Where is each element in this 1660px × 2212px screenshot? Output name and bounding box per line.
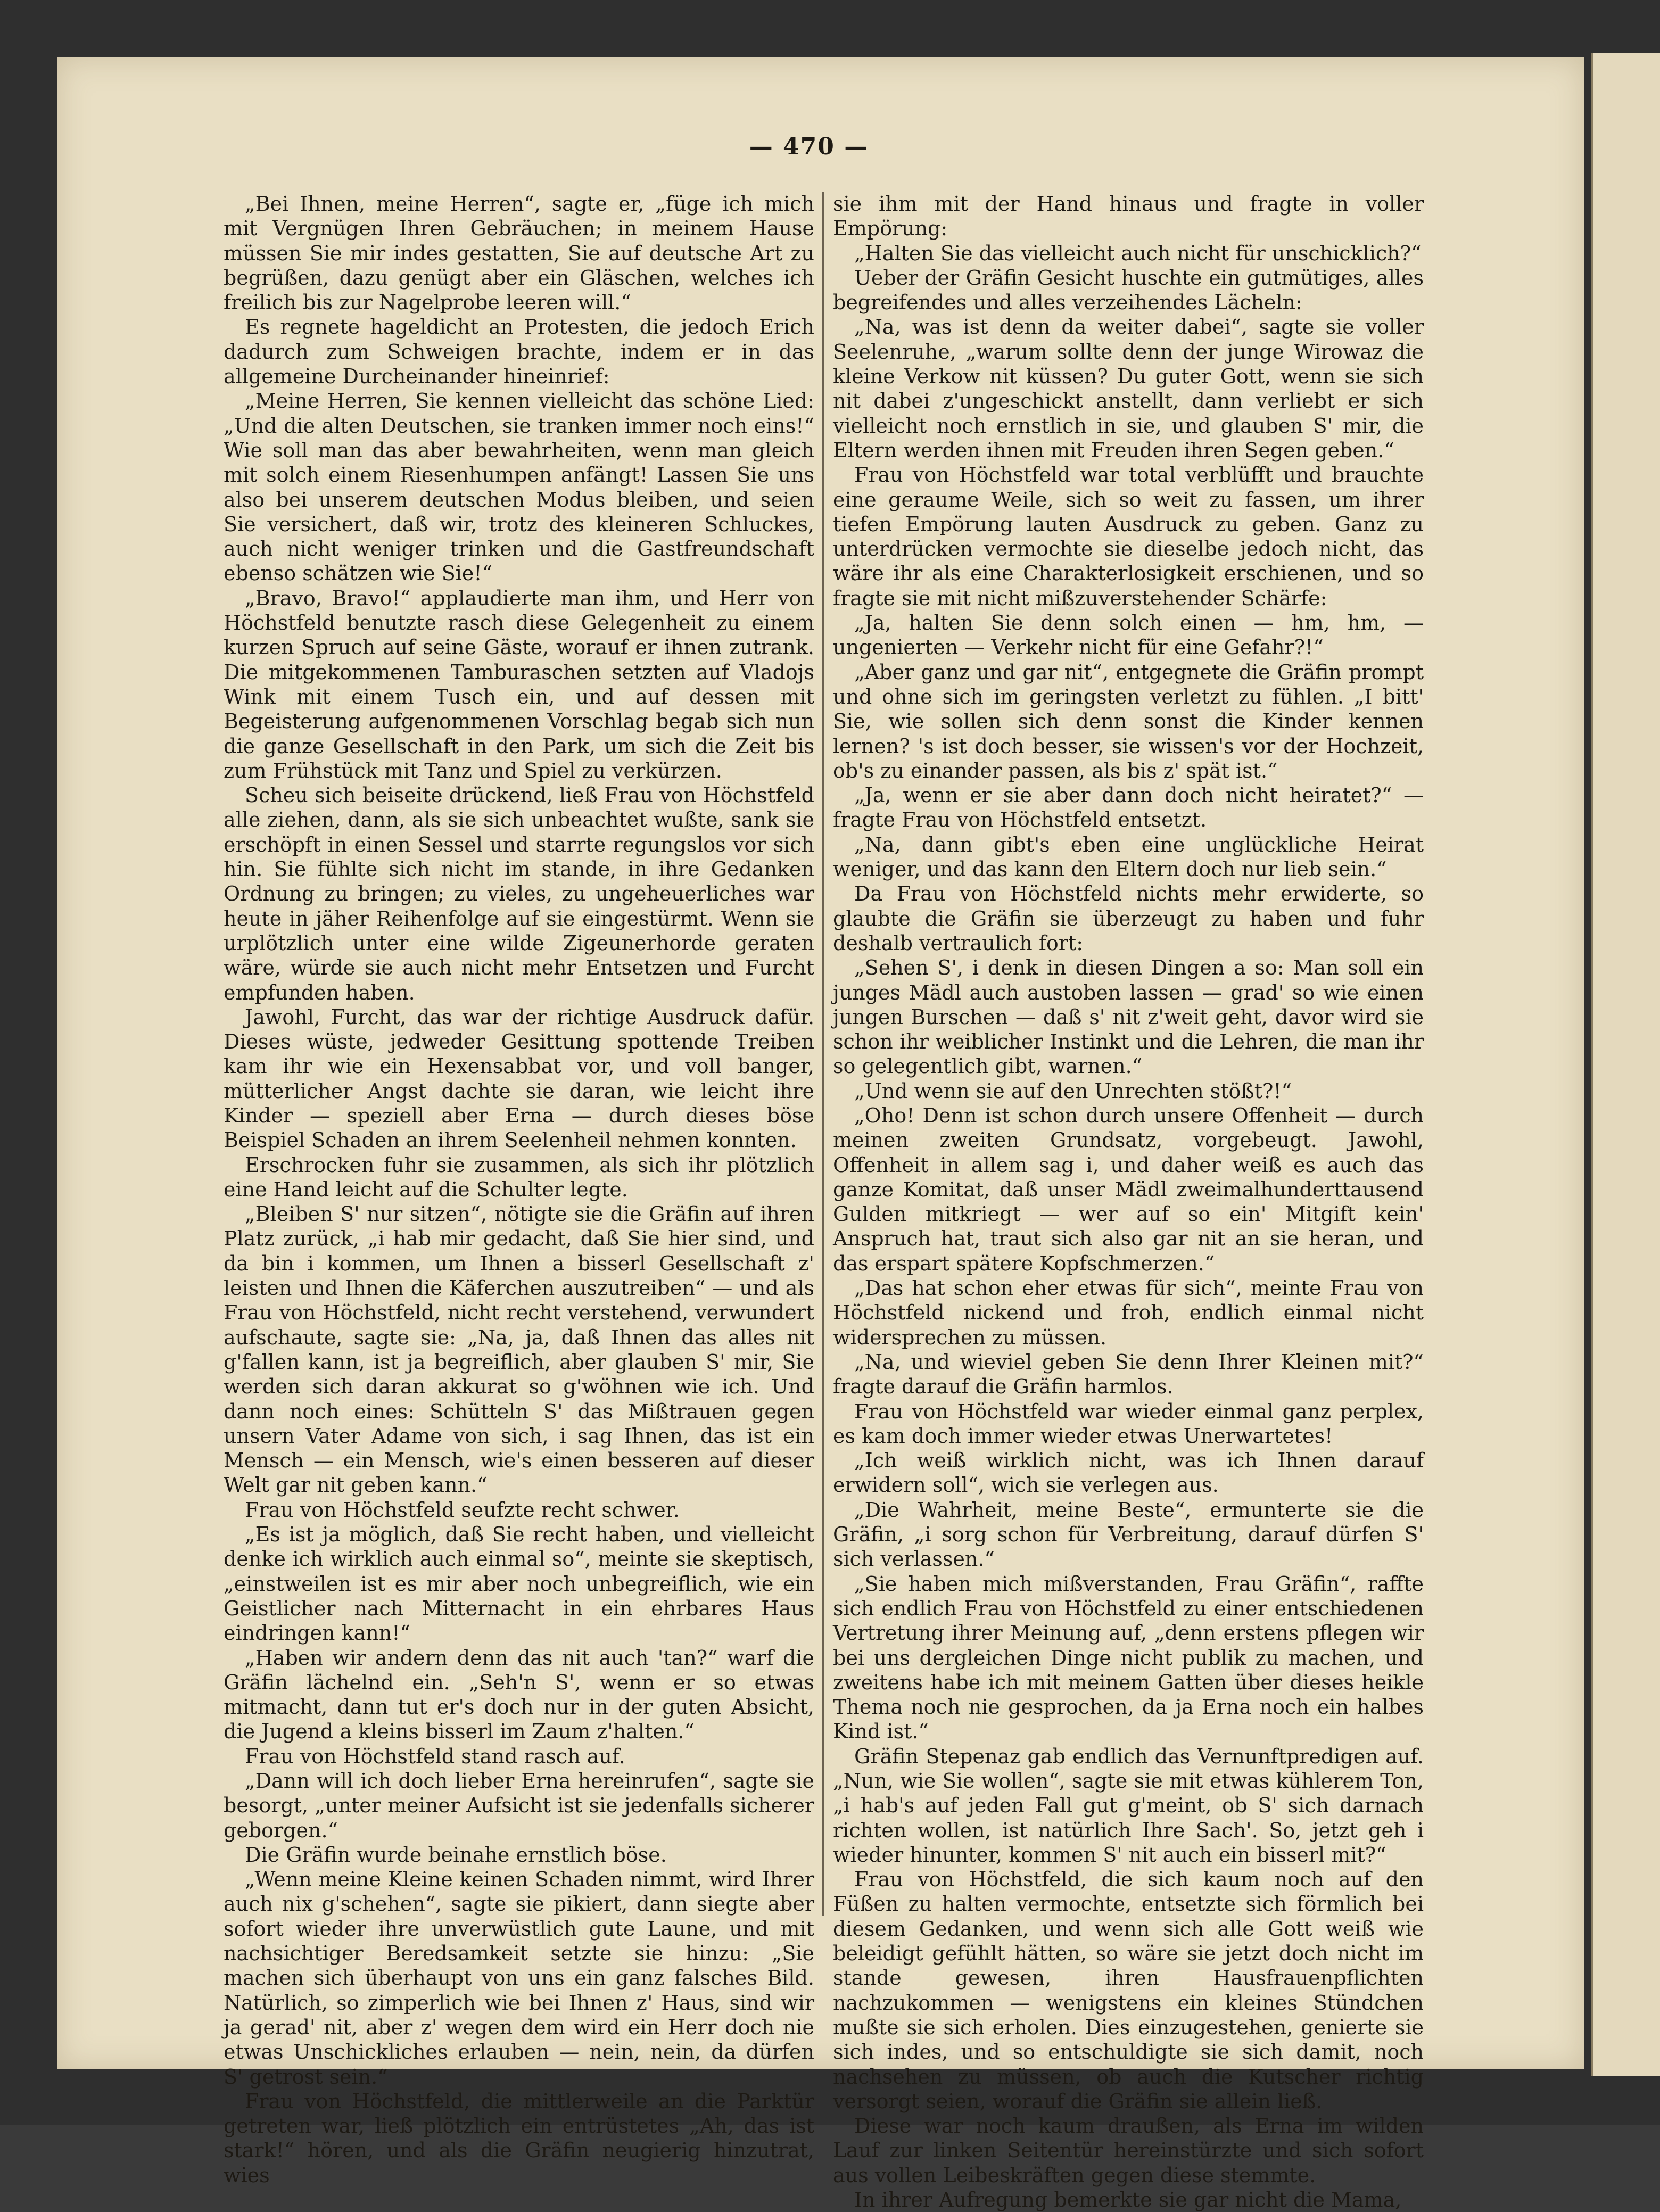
paragraph: „Sehen S', i denk in diesen Dingen a so: Man soll ein junges Mädl auch austoben lassen — grad' so wie einen jungen Burschen — daß s' nit z'weit geht, davor wird sie schon ihr weiblicher Instinkt und die Lehren, die man ihr so gelegentlich gibt, warnen.“ [833, 956, 1424, 1078]
column-divider [822, 192, 824, 1916]
paragraph: „Es ist ja möglich, daß Sie recht haben, und vielleicht denke ich wirklich auch einmal so“, meinte sie skeptisch, „einstweilen ist es mir aber noch unbegreiflich, wie ein Geistlicher nach Mitternacht in ein ehrbares Haus eindringen kann!“ [224, 1523, 814, 1645]
paragraph: Scheu sich beiseite drückend, ließ Frau von Höchstfeld alle ziehen, dann, als sie sich unbeachtet wußte, sank sie erschöpft in einen Sessel und starrte regungslos vor sich hin. Sie fühlte sich nicht im stande, in ihre Gedanken Ordnung zu bringen; zu vieles, zu ungeheuerliches war heute in jäher Reihenfolge auf sie eingestürmt. Wenn sie urplötzlich unter eine wilde Zigeunerhorde geraten wäre, würde sie auch nicht mehr Entsetzen und Furcht empfunden haben. [224, 783, 814, 1004]
paragraph: „Aber ganz und gar nit“, entgegnete die Gräfin prompt und ohne sich im geringsten verletzt zu fühlen. „I bitt' Sie, wie sollen sich denn sonst die Kinder kennen lernen? 's ist doch besser, sie wissen's vor der Hochzeit, ob's zu einander passen, als bis z' spät ist.“ [833, 660, 1424, 782]
paragraph: Jawohl, Furcht, das war der richtige Ausdruck dafür. Dieses wüste, jedweder Gesittung spottende Treiben kam ihr wie ein Hexensabbat vor, und voll banger, mütterlicher Angst dachte sie daran, wie leicht ihre Kinder — speziell aber Erna — durch dieses böse Beispiel Schaden an ihrem Seelenheil nehmen konnten. [224, 1005, 814, 1152]
paragraph: Es regnete hageldicht an Protesten, die jedoch Erich dadurch zum Schweigen brachte, indem er in das allgemeine Durcheinander hineinrief: [224, 315, 814, 389]
paragraph: „Bleiben S' nur sitzen“, nötigte sie die Gräfin auf ihren Platz zurück, „i hab mir gedacht, daß Sie hier sind, und da bin i kommen, um Ihnen a bisserl Gesellschaft z' leisten und Ihnen die Käferchen auszutreiben“ — und als Frau von Höchstfeld, nicht recht verstehend, verwundert aufschaute, sagte sie: „Na, ja, daß Ihnen das alles nit g'fallen kann, ist ja begreiflich, aber glauben S' mir, Sie werden sich daran akkurat so g'wöhnen wie ich. Und dann noch eines: Schütteln S' das Mißtrauen gegen unsern Vater Adame von sich, i sag Ihnen, das ist ein Mensch — ein Mensch, wie's einen besseren auf dieser Welt gar nit geben kann.“ [224, 1202, 814, 1497]
paragraph: „Na, und wieviel geben Sie denn Ihrer Kleinen mit?“ fragte darauf die Gräfin harmlos. [833, 1350, 1424, 1399]
paragraph: „Na, was ist denn da weiter dabei“, sagte sie voller Seelenruhe, „warum sollte denn der junge Wirowaz die kleine Verkow nit küssen? Du guter Gott, wenn sie sich nit dabei z'ungeschickt anstellt, dann verliebt er sich vielleicht noch ernstlich in sie, und glauben S' mir, die Eltern werden ihnen mit Freuden ihren Segen geben.“ [833, 315, 1424, 462]
paragraph: Frau von Höchstfeld, die sich kaum noch auf den Füßen zu halten vermochte, entsetzte sich förmlich bei diesem Gedanken, und wenn sich alle Gott weiß wie beleidigt gefühlt hätten, so wäre sie jetzt doch nicht im stande gewesen, ihren Hausfrauenpflichten nachzukommen — wenigstens ein kleines Stündchen mußte sie sich erholen. Dies einzugestehen, genierte sie sich indes, und so entschuldigte sie sich damit, noch nachsehen zu müssen, ob auch die Kutscher richtig versorgt seien, worauf die Gräfin sie allein ließ. [833, 1868, 1424, 2113]
paragraph: „Sie haben mich mißverstanden, Frau Gräfin“, raffte sich endlich Frau von Höchstfeld zu einer entschiedenen Vertretung ihrer Meinung auf, „denn erstens pflegen wir bei uns dergleichen Dinge nicht publik zu machen, und zweitens habe ich mit meinem Gatten über dieses heikle Thema noch nie gesprochen, da ja Erna noch ein halbes Kind ist.“ [833, 1572, 1424, 1744]
paragraph: „Ich weiß wirklich nicht, was ich Ihnen darauf erwidern soll“, wich sie verlegen aus. [833, 1449, 1424, 1497]
paragraph: „Ja, wenn er sie aber dann doch nicht heiratet?“ — fragte Frau von Höchstfeld entsetzt. [833, 783, 1424, 832]
paragraph: „Na, dann gibt's eben eine unglückliche Heirat weniger, und das kann den Eltern doch nur lieb sein.“ [833, 832, 1424, 881]
paragraph: „Bei Ihnen, meine Herren“, sagte er, „füge ich mich mit Vergnügen Ihren Gebräuchen; in meinem Hause müssen Sie mir indes gestatten, Sie auf deutsche Art zu begrüßen, dazu genügt aber ein Gläschen, welches ich freilich bis zur Nagelprobe leeren will.“ [224, 192, 814, 315]
paragraph: „Die Wahrheit, meine Beste“, ermunterte sie die Gräfin, „i sorg schon für Verbreitung, darauf dürfen S' sich verlassen.“ [833, 1498, 1424, 1571]
paragraph: Frau von Höchstfeld stand rasch auf. [245, 1744, 625, 1768]
paragraph: „Dann will ich doch lieber Erna hereinrufen“, sagte sie besorgt, „unter meiner Aufsicht ist sie jedenfalls sicherer geborgen.“ [224, 1769, 814, 1842]
paragraph: Frau von Höchstfeld war total verblüfft und brauchte eine geraume Weile, sich so weit zu fassen, um ihrer tiefen Empörung lauten Ausdruck zu geben. Ganz zu unterdrücken vermochte sie dieselbe jedoch nicht, das wäre ihr als eine Charakterlosigkeit erschienen, und so fragte sie mit nicht mißzuverstehender Schärfe: [833, 463, 1424, 610]
paragraph: Die Gräfin wurde beinahe ernstlich böse. [245, 1843, 667, 1867]
paragraph: Da Frau von Höchstfeld nichts mehr erwiderte, so glaubte die Gräfin sie überzeugt zu haben und fuhr deshalb vertraulich fort: [833, 882, 1424, 955]
paragraph: „Bravo, Bravo!“ applaudierte man ihm, und Herr von Höchstfeld benutzte rasch diese Gelegenheit zu einem kurzen Spruch auf seine Gäste, worauf er ihnen zutrank. Die mitgekommenen Tamburaschen setzten auf Vladojs Wink mit einem Tusch ein, und auf dessen mit Begeisterung aufgenommenen Vorschlag begab sich nun die ganze Gesellschaft in den Park, um sich die Zeit bis zum Frühstück mit Tanz und Spiel zu verkürzen. [224, 586, 814, 782]
paragraph: „Und wenn sie auf den Unrechten stößt?!“ [854, 1079, 1292, 1103]
paragraph: Erschrocken fuhr sie zusammen, als sich ihr plötzlich eine Hand leicht auf die Schulter legte. [224, 1153, 814, 1201]
paragraph: „Meine Herren, Sie kennen vielleicht das schöne Lied: „Und die alten Deutschen, sie tranken immer noch eins!“ Wie soll man das aber bewahrheiten, wenn man gleich mit solch einem Riesenhumpen anfängt! Lassen Sie uns also bei unserem deutschen Modus bleiben, und seien Sie versichert, daß wir, trotz des kleineren Schluckes, auch nicht weniger trinken und die Gastfreundschaft ebenso schätzen wie Sie!“ [224, 389, 814, 585]
page-number: — 470 — [749, 133, 869, 160]
paragraph: „Haben wir andern denn das nit auch 'tan?“ warf die Gräfin lächelnd ein. „Seh'n S', wenn er so etwas mitmacht, dann tut er's doch nur in der guten Absicht, die Jugend a kleins bisserl im Zaum z'halten.“ [224, 1646, 814, 1744]
paragraph: „Oho! Denn ist schon durch unsere Offenheit — durch meinen zweiten Grundsatz, vorgebeugt. Jawohl, Offenheit in allem sag i, und daher weiß es auch das ganze Komitat, daß unser Mädl zweimalhunderttausend Gulden mitkriegt — wer auf so ein' Mitgift kein' Anspruch hat, traut sich also gar nit an sie heran, und das erspart spätere Kopfschmerzen.“ [833, 1103, 1424, 1275]
paragraph: Ueber der Gräfin Gesicht huschte ein gutmütiges, alles begreifendes und alles verzeihendes Lächeln: [833, 266, 1424, 315]
paragraph: Frau von Höchstfeld, die mittlerweile an die Parktür getreten war, ließ plötzlich ein entrüstetes „Ah, das ist stark!“ hören, und als die Gräfin neugierig hinzutrat, wies [224, 2089, 814, 2187]
paragraph: Frau von Höchstfeld seufzte recht schwer. [245, 1498, 680, 1522]
paragraph: „Ja, halten Sie denn solch einen — hm, hm, — ungenierten — Verkehr nicht für eine Gefahr?!“ [833, 611, 1424, 659]
paragraph: „Wenn meine Kleine keinen Schaden nimmt, wird Ihrer auch nix g'schehen“, sagte sie pikiert, dann siegte aber sofort wieder ihre unverwüstlich gute Laune, und mit nachsichtiger Beredsamkeit setzte sie hinzu: „Sie machen sich überhaupt von uns ein ganz falsches Bild. Natürlich, so zimperlich wie bei Ihnen z' Haus, sind wir ja gerad' nit, aber z' wegen dem wird ein Herr doch nie etwas Unschickliches erlauben — nein, nein, da dürfen S' getrost sein.“ [224, 1868, 814, 2089]
paragraph: Diese war noch kaum draußen, als Erna im wilden Lauf zur linken Seitentür hereinstürzte und sich sofort aus vollen Leibeskräften gegen diese stemmte. [833, 2114, 1424, 2187]
paragraph: „Das hat schon eher etwas für sich“, meinte Frau von Höchstfeld nickend und froh, endlich einmal nicht widersprechen zu müssen. [833, 1276, 1424, 1349]
paragraph: Frau von Höchstfeld war wieder einmal ganz perplex, es kam doch immer wieder etwas Unerwartetes! [833, 1399, 1424, 1448]
right-text-column [833, 192, 1424, 2212]
paragraph: sie ihm mit der Hand hinaus und fragte in voller Empörung: [833, 192, 1424, 241]
paragraph: Gräfin Stepenaz gab endlich das Vernunftpredigen auf. „Nun, wie Sie wollen“, sagte sie mit etwas kühlerem Ton, „i hab's auf jeden Fall gut g'meint, ob S' sich darnach richten wollen, ist natürlich Ihre Sach'. So, jetzt geh i wieder hinunter, kommen S' nit auch ein bisserl mit?“ [833, 1744, 1424, 1867]
left-text-column [224, 192, 814, 2188]
paragraph: In ihrer Aufregung bemerkte sie gar nicht die Mama, [854, 2188, 1402, 2212]
paragraph: „Halten Sie das vielleicht auch nicht für unschicklich?“ [854, 241, 1422, 265]
adjacent-page-edge [1591, 53, 1660, 2076]
